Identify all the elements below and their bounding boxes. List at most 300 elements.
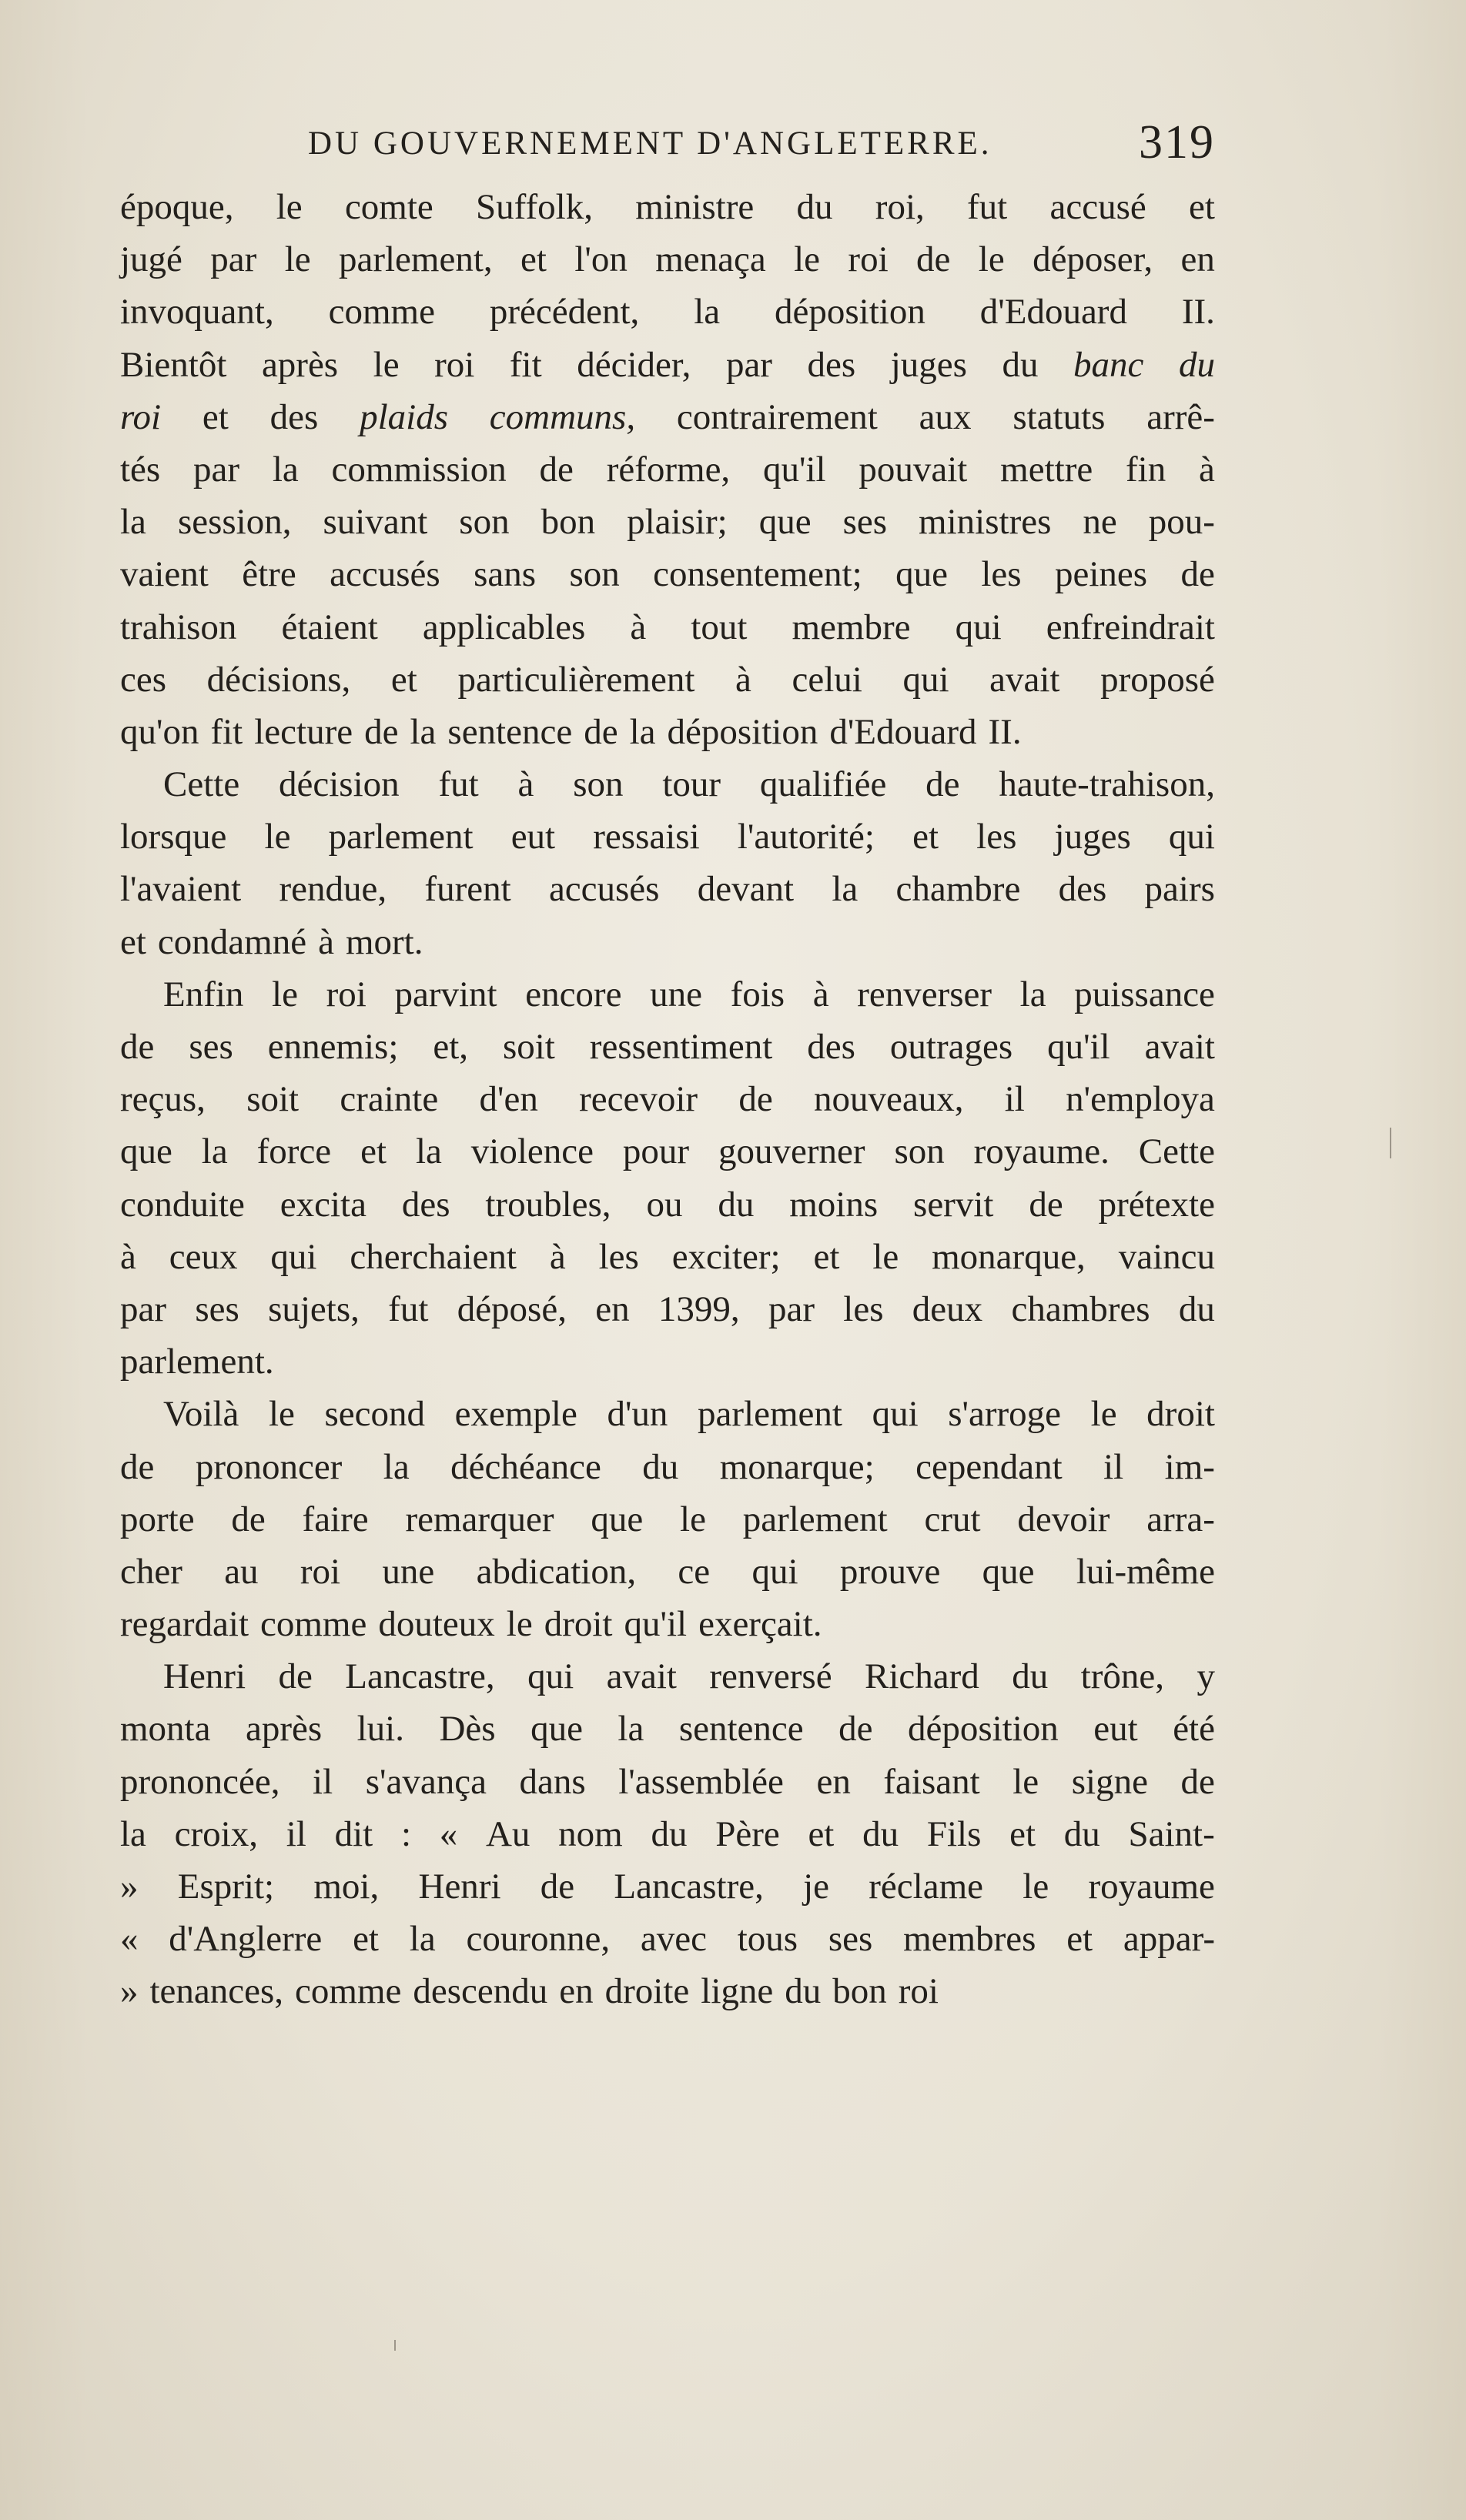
word: l'on (574, 239, 628, 280)
word: et (360, 1131, 387, 1172)
page-header (120, 115, 1215, 177)
word: du (1063, 1813, 1100, 1854)
word: de (738, 1079, 773, 1120)
word: être (242, 554, 296, 595)
word: condamné (157, 921, 307, 962)
word: tous (737, 1919, 798, 1960)
word: et (813, 1236, 840, 1277)
word: du (1178, 344, 1215, 385)
word: parvint (394, 974, 497, 1014)
text-line (120, 1283, 1215, 1335)
word: avait (989, 659, 1060, 700)
word: royaume. (973, 1131, 1110, 1172)
word: parlement (742, 1499, 888, 1539)
word: conduite (120, 1184, 245, 1225)
word: crut (924, 1499, 981, 1539)
word: moi, (313, 1867, 380, 1907)
word: recevoir (579, 1079, 698, 1120)
word: réclame (869, 1867, 983, 1907)
word: ennemis; (267, 1027, 399, 1067)
word: devoir (1017, 1499, 1110, 1539)
word: qu'il (1047, 1027, 1110, 1067)
word: aux (919, 396, 972, 437)
text-line (120, 1493, 1215, 1546)
text-line (120, 339, 1215, 391)
word: le (264, 817, 291, 857)
word: mort. (345, 921, 423, 962)
word: à (812, 974, 829, 1014)
word: des (401, 1184, 450, 1225)
word: ses (189, 1027, 233, 1067)
word: Esprit; (177, 1867, 275, 1907)
word: et (353, 1919, 379, 1960)
word: à (735, 659, 751, 700)
word: sans (474, 554, 537, 595)
word: menaça (655, 239, 766, 280)
word: roi (434, 344, 475, 385)
word: bon (832, 1971, 887, 2012)
word: ses (842, 502, 888, 543)
word: la (694, 292, 721, 333)
word: communs, (489, 396, 636, 437)
running-head: DU GOUVERNEMENT D'ANGLETERRE. (308, 125, 992, 162)
word: fois (730, 974, 785, 1014)
word: reçus, (120, 1079, 206, 1120)
word: chambre (895, 869, 1021, 910)
word: déposé, (457, 1288, 567, 1329)
word: le (373, 344, 400, 385)
text-line (120, 1388, 1215, 1440)
word: douteux (378, 1604, 495, 1645)
text-line (120, 1913, 1215, 1965)
word: nom (558, 1813, 623, 1854)
word: Cette (1138, 1131, 1215, 1172)
word: tés (120, 449, 161, 490)
word: abdication, (476, 1551, 637, 1592)
word: renversé (709, 1656, 832, 1697)
word: ressaisi (593, 817, 700, 857)
word: ses (828, 1919, 873, 1960)
word: qu'on (120, 711, 199, 752)
text-line (120, 1021, 1215, 1073)
text-line (120, 1125, 1215, 1178)
word: 1399, (658, 1288, 740, 1329)
word: plaisir; (627, 502, 728, 543)
word: qui (751, 1551, 798, 1592)
word: et (202, 396, 229, 437)
word: tout (691, 607, 748, 647)
word: moins (789, 1184, 879, 1225)
word: de (278, 1656, 313, 1697)
word: les (981, 554, 1022, 595)
word: servit (913, 1184, 994, 1225)
word: cependant (915, 1446, 1063, 1487)
word: bon (541, 502, 596, 543)
word: monarque, (932, 1236, 1086, 1277)
word: d'Anglerre (169, 1919, 323, 1960)
word: contrairement (676, 396, 878, 437)
word: couronne, (466, 1919, 611, 1960)
word: prononcée, (120, 1761, 280, 1802)
word: Lancastre, (345, 1656, 495, 1697)
word: le (872, 1236, 899, 1277)
word: vaient (120, 554, 209, 595)
word: avec (640, 1919, 707, 1960)
word: déposition (907, 1709, 1059, 1750)
text-line (120, 548, 1215, 600)
word: la (409, 1919, 436, 1960)
text-line (120, 181, 1215, 233)
word: celui (792, 659, 862, 700)
word: du (796, 187, 833, 227)
word: sentence (678, 1709, 804, 1750)
word: il (1103, 1446, 1124, 1487)
word: s'arroge (948, 1394, 1062, 1435)
word: s'avança (365, 1761, 487, 1802)
word: porte (120, 1499, 195, 1539)
text-line (120, 601, 1215, 653)
word: après (261, 344, 339, 385)
word: en (816, 1761, 851, 1802)
word: ses (195, 1288, 239, 1329)
word: arra- (1146, 1499, 1215, 1539)
text-line (120, 233, 1215, 286)
word: de (838, 1709, 873, 1750)
word: le (272, 974, 298, 1014)
word: roi (848, 239, 889, 280)
word: décision (279, 764, 400, 805)
word: roi (120, 396, 162, 437)
text-line (120, 1965, 1215, 2017)
word: cher (120, 1551, 182, 1592)
word: d'Edouard (979, 292, 1127, 333)
word: dit (334, 1813, 373, 1854)
text-line (120, 1808, 1215, 1860)
text-line (120, 1231, 1215, 1283)
word: vaincu (1118, 1236, 1215, 1277)
word: crainte (340, 1079, 439, 1120)
word: la (618, 1709, 644, 1750)
word: plaids (360, 396, 448, 437)
word: à (1199, 449, 1215, 490)
word: de (1180, 554, 1215, 595)
word: pairs (1144, 869, 1215, 910)
word: des (807, 1027, 855, 1067)
text-line (120, 391, 1215, 443)
word: renverser (857, 974, 992, 1014)
text-line (120, 1598, 1215, 1650)
text-line (120, 1703, 1215, 1755)
word: de (1180, 1761, 1215, 1802)
word: Saint- (1128, 1813, 1215, 1854)
word: faire (302, 1499, 369, 1539)
word: après (245, 1709, 323, 1750)
word: la (272, 449, 299, 490)
text-line (120, 1178, 1215, 1231)
word: fut (967, 187, 1008, 227)
word: monarque; (719, 1446, 875, 1487)
word: descendu (413, 1971, 548, 2012)
word: encore (525, 974, 622, 1014)
word: le (268, 1394, 295, 1435)
word: banc (1073, 344, 1144, 385)
word: parlement, (338, 239, 493, 280)
word: outrages (889, 1027, 1013, 1067)
word: comte (344, 187, 433, 227)
word: des (269, 396, 319, 437)
word: dans (519, 1761, 586, 1802)
word: que (120, 1131, 172, 1172)
word: des (807, 344, 856, 385)
word: Fils (926, 1813, 982, 1854)
word: et (520, 239, 547, 280)
word: lorsque (120, 817, 227, 857)
word: sujets, (268, 1288, 360, 1329)
word: réforme, (606, 449, 731, 490)
text-line (120, 810, 1215, 863)
paper-speck (1390, 1128, 1391, 1158)
word: ce (678, 1551, 711, 1592)
text-line (120, 706, 1215, 758)
word: croix, (174, 1813, 258, 1854)
word: les (598, 1236, 639, 1277)
word: trône, (1080, 1656, 1164, 1697)
word: juges (890, 344, 967, 385)
word: qui (1168, 817, 1215, 857)
word: soit (502, 1027, 555, 1067)
word: pouvait (859, 449, 968, 490)
word: la (120, 502, 146, 543)
word: fut (438, 764, 479, 805)
word: qui (955, 607, 1002, 647)
word: consentement; (653, 554, 862, 595)
word: le (284, 239, 311, 280)
word: de (364, 711, 399, 752)
word: la (383, 1446, 410, 1487)
word: le (794, 239, 821, 280)
word: l'avaient (120, 869, 242, 910)
word: déchéance (450, 1446, 601, 1487)
word: du (651, 1813, 688, 1854)
word: en (595, 1288, 630, 1329)
word: et (808, 1813, 835, 1854)
word: décider, (577, 344, 691, 385)
word: gouverner (718, 1131, 865, 1172)
word: de (120, 1027, 155, 1067)
word: suivant (323, 502, 428, 543)
word: comme (260, 1604, 367, 1645)
word: : (400, 1813, 411, 1854)
word: im- (1164, 1446, 1215, 1487)
word: à (517, 764, 534, 805)
word: membres (903, 1919, 1036, 1960)
text-line (120, 1335, 1215, 1388)
word: du (862, 1813, 899, 1854)
word: excita (279, 1184, 366, 1225)
word: droit (544, 1604, 613, 1645)
word: « (120, 1919, 139, 1960)
word: déposition (775, 292, 925, 333)
word: son (894, 1131, 945, 1172)
word: ligne (701, 1971, 774, 2012)
word: le (1090, 1394, 1117, 1435)
word: du (1002, 344, 1039, 385)
word: ces (120, 659, 167, 700)
word: fit (210, 711, 243, 752)
text-line (120, 443, 1215, 496)
word: par (210, 239, 257, 280)
word: à (630, 607, 647, 647)
word: comme (328, 292, 435, 333)
word: membre (792, 607, 911, 647)
text-line (120, 916, 1215, 968)
word: une (382, 1551, 435, 1592)
word: la (629, 711, 656, 752)
text-line (120, 758, 1215, 810)
word: peines (1055, 554, 1148, 595)
word: été (1173, 1709, 1215, 1750)
word: furent (424, 869, 511, 910)
word: à (318, 921, 334, 962)
word: étaient (281, 607, 378, 647)
word: Bientôt (120, 344, 227, 385)
word: » (120, 1971, 139, 2012)
word: qu'il (762, 449, 826, 490)
word: juges (1054, 817, 1131, 857)
word: précédent, (489, 292, 640, 333)
word: à (120, 1236, 136, 1277)
word: de (916, 239, 951, 280)
word: rendue, (279, 869, 387, 910)
word: et (1189, 187, 1215, 227)
word: ressentiment (589, 1027, 773, 1067)
word: y (1197, 1656, 1215, 1697)
text-line (120, 968, 1215, 1021)
word: qu'il (624, 1604, 688, 1645)
word: puissance (1074, 974, 1215, 1014)
word: la (415, 1131, 442, 1172)
word: lui-même (1076, 1551, 1215, 1592)
word: roi (898, 1971, 939, 2012)
word: et (390, 659, 417, 700)
word: du (1178, 1288, 1215, 1329)
word: Cette (163, 764, 240, 805)
word: ministre (635, 187, 755, 227)
word: pour (622, 1131, 690, 1172)
word: déposition (667, 711, 818, 752)
word: Lancastre, (614, 1867, 764, 1907)
word: chambres (1011, 1288, 1150, 1329)
text-line (120, 653, 1215, 706)
word: et (1066, 1919, 1093, 1960)
word: il (1004, 1079, 1025, 1120)
page-number: 319 (1139, 116, 1215, 169)
word: la (201, 1131, 228, 1172)
word: de (540, 1867, 575, 1907)
word: de (925, 764, 960, 805)
word: époque, (120, 187, 234, 227)
word: par (725, 344, 772, 385)
word: droite (604, 1971, 690, 2012)
word: exciter; (671, 1236, 781, 1277)
word: d'un (607, 1394, 668, 1435)
word: invoquant, (120, 292, 274, 333)
word: enfreindrait (1046, 607, 1215, 647)
word: roi (326, 974, 366, 1014)
word: et (1009, 1813, 1036, 1854)
word: II. (988, 711, 1022, 752)
word: ou (646, 1184, 683, 1225)
word: ne (1083, 502, 1117, 543)
word: la (832, 869, 859, 910)
word: de (539, 449, 574, 490)
word: fit (509, 344, 542, 385)
word: force (256, 1131, 332, 1172)
word: sentence (447, 711, 573, 752)
word: du (718, 1184, 755, 1225)
word: second (324, 1394, 426, 1435)
word: Suffolk, (476, 187, 593, 227)
word: mettre (1000, 449, 1093, 490)
word: la (120, 1813, 146, 1854)
word: statuts (1012, 396, 1106, 437)
word: appar- (1123, 1919, 1215, 1960)
word: que (758, 502, 812, 543)
word: de (231, 1499, 266, 1539)
word: « (439, 1813, 458, 1854)
word: le (680, 1499, 706, 1539)
word: commission (331, 449, 507, 490)
word: avait (606, 1656, 677, 1697)
text-line (120, 1441, 1215, 1493)
word: tour (662, 764, 721, 805)
word: son (569, 554, 620, 595)
text-line (120, 286, 1215, 338)
word: roi, (875, 187, 925, 227)
word: soit (246, 1079, 300, 1120)
word: par (768, 1288, 815, 1329)
word: prouve (839, 1551, 941, 1592)
word: applicables (422, 607, 586, 647)
word: en (559, 1971, 594, 2012)
word: décisions, (206, 659, 351, 700)
word: Au (485, 1813, 531, 1854)
text-line (120, 1073, 1215, 1125)
word: par (193, 449, 240, 490)
word: les (976, 817, 1017, 857)
word: qui (872, 1394, 919, 1435)
word: fin (1126, 449, 1166, 490)
text-line (120, 496, 1215, 548)
word: II. (1181, 292, 1215, 333)
word: le (978, 239, 1005, 280)
word: en (1180, 239, 1215, 280)
word: Père (715, 1813, 780, 1854)
word: signe (1071, 1761, 1148, 1802)
word: son (573, 764, 624, 805)
word: déposer, (1033, 239, 1153, 280)
word: les (843, 1288, 884, 1329)
word: parlement (328, 817, 474, 857)
word: Henri (418, 1867, 501, 1907)
word: et (120, 921, 146, 962)
word: haute-trahison, (999, 764, 1215, 805)
word: le (1023, 1867, 1049, 1907)
word: ministres (919, 502, 1052, 543)
word: remarquer (405, 1499, 554, 1539)
word: d'Edouard (829, 711, 977, 752)
word: royaume (1088, 1867, 1215, 1907)
